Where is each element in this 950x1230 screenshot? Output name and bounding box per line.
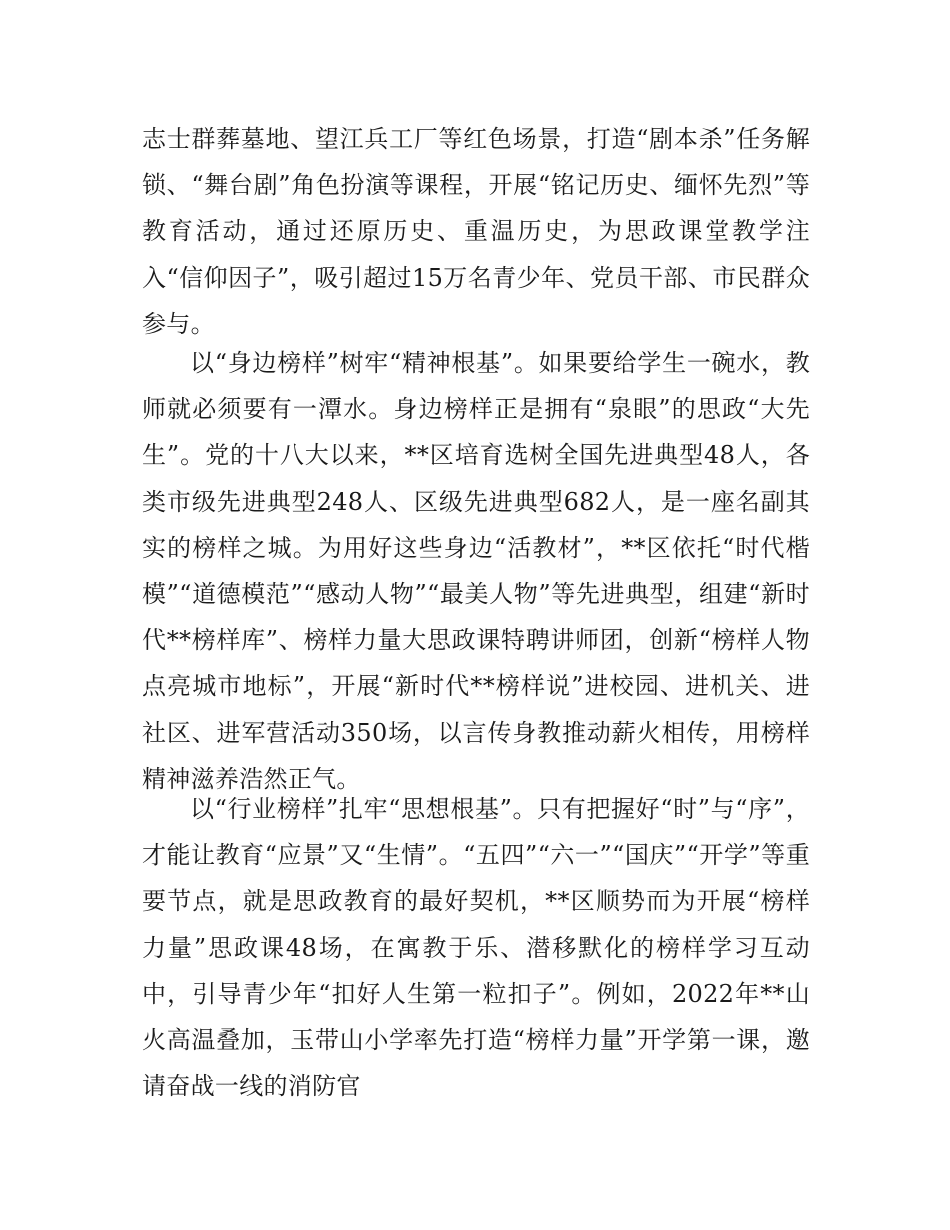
paragraph-1: 志士群葬墓地、望江兵工厂等红色场景，打造“剧本杀”任务解锁、“舞台剧”角色扮演等课程，开展“铭记历史、缅怀先烈”等教育活动，通过还原历史、重温历史，为思政课堂教学注入“信仰因子”，吸引超过15万名青少年、党员干部、市民群众参与。 (142, 125, 810, 338)
paragraph-2: 以“身边榜样”树牢“精神根基”。如果要给学生一碗水，教师就必须要有一潭水。身边榜样正是拥有“泉眼”的思政“大先生”。党的十八大以来，**区培育选树全国先进典型48人，各类市级先进典型248人、区级先进典型682人，是一座名副其实的榜样之城。为用好这些身边“活教材”，**区依托“时代楷模”“道德模范”“感动人物”“最美人物”等先进典型，组建“新时代**榜样库”、榜样力量大思政课特聘讲师团，创新“榜样人物点亮城市地标”，开展“新时代**榜样说”进校园、进机关、进社区、进军营活动350场，以言传身教推动薪火相传，用榜样精神滋养浩然正气。 (142, 349, 810, 793)
paragraph-3: 以“行业榜样”扎牢“思想根基”。只有把握好“时”与“序”，才能让教育“应景”又“生情”。“五四”“六一”“国庆”“开学”等重要节点，就是思政教育的最好契机，**区顺势而为开展“榜样力量”思政课48场，在寓教于乐、潜移默化的榜样学习互动中，引导青少年“扣好人生第一粒扣子”。例如，2022年**山火高温叠加，玉带山小学率先打造“榜样力量”开学第一课，邀请奋战一线的消防官 (142, 795, 810, 1101)
